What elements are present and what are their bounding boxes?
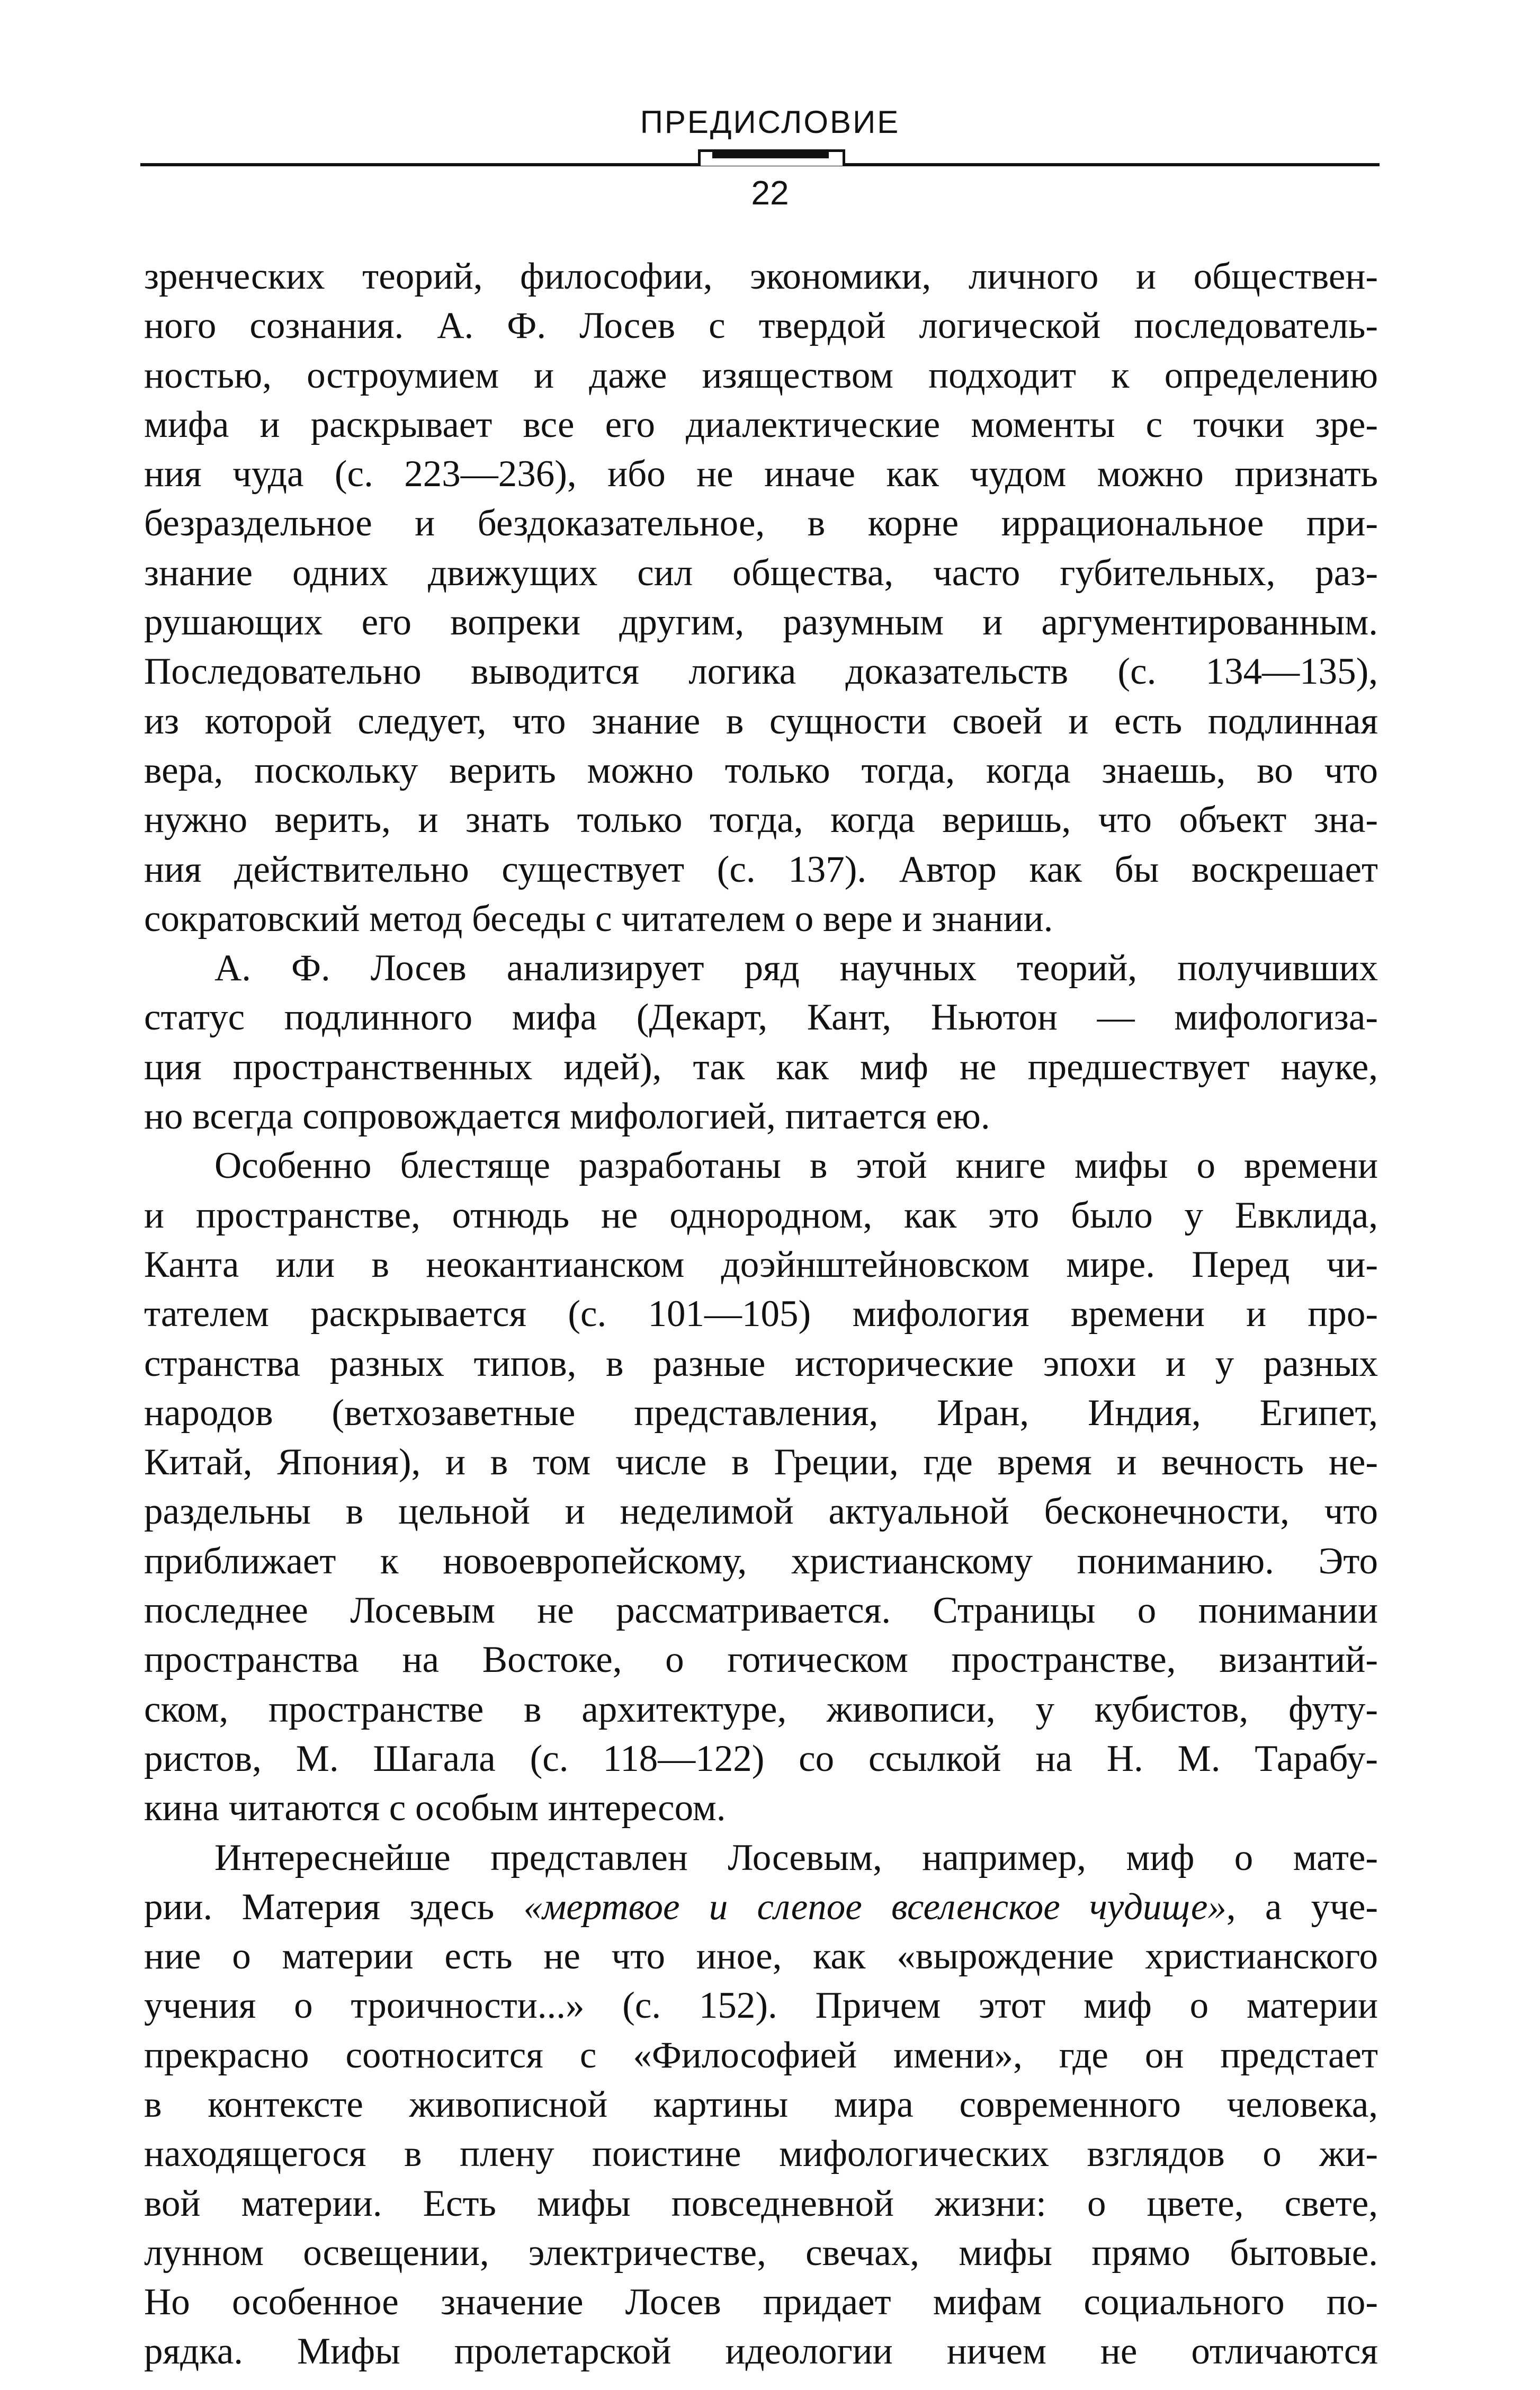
text-line: Канта или в неокантианском доэйнштейновском мире. Перед чи-	[144, 1243, 1378, 1285]
body-text	[144, 252, 1378, 2377]
text-line: находящегося в плену поистине мифологических взглядов о жи-	[144, 2133, 1378, 2175]
text-line: рядка. Мифы пролетарской идеологии ничем не отличаются	[144, 2331, 1378, 2373]
text-line: учения о троичности...» (с. 152). Причем этот миф о материи	[144, 1985, 1378, 2027]
text-line: из которой следует, что знание в сущности своей и есть подлинная	[144, 700, 1378, 742]
text-line-with-italic	[144, 1883, 1378, 1932]
text-line: зренческих теорий, философии, экономики, личного и обществен-	[144, 256, 1378, 297]
text-line: ция пространственных идей), так как миф не предшествует науке,	[144, 1046, 1378, 1088]
text-line: вой материи. Есть мифы повседневной жизни: о цвете, свете,	[144, 2182, 1378, 2224]
text-line: тателем раскрывается (с. 101—105) мифология времени и про-	[144, 1293, 1378, 1335]
paragraph-first-line: А. Ф. Лосев анализирует ряд научных теорий, получивших	[214, 947, 1378, 989]
text-line: народов (ветхозаветные представления, Иран, Индия, Египет,	[144, 1392, 1378, 1434]
text-line: Китай, Япония), и в том числе в Греции, где время и вечность не-	[144, 1442, 1378, 1483]
text-line: лунном освещении, электричестве, свечах, мифы прямо бытовые.	[144, 2232, 1378, 2273]
text-line: сократовский метод беседы с читателем о вере и знании.	[144, 898, 1053, 939]
text-line: но всегда сопровождается мифологией, питается ею.	[144, 1096, 990, 1138]
text-line: приближает к новоевропейскому, христианскому пониманию. Это	[144, 1540, 1378, 1582]
text-line: нужно верить, и знать только тогда, когда веришь, что объект зна-	[144, 799, 1378, 841]
text-line: ния чуда (с. 223—236), ибо не иначе как чудом можно признать	[144, 453, 1378, 495]
text-line: безраздельное и бездоказательное, в корне иррациональное при-	[144, 503, 1378, 544]
text-span: , а уче-	[1226, 1886, 1378, 1928]
text-line: последнее Лосевым не рассматривается. Страницы о понимании	[144, 1590, 1378, 1632]
text-line: Но особенное значение Лосев придает мифам социального по-	[144, 2281, 1378, 2323]
italic-quote: «мертвое и слепое вселенское чудище»	[523, 1886, 1226, 1928]
text-line: пространства на Востоке, о готическом пространстве, византий-	[144, 1639, 1378, 1681]
text-line: и пространстве, отнюдь не однородном, как это было у Евклида,	[144, 1194, 1378, 1236]
header-rule-tab-fill	[712, 151, 829, 158]
text-line: в контексте живописной картины мира современного человека,	[144, 2083, 1378, 2125]
text-line: ния действительно существует (с. 137). Автор как бы воскрешает	[144, 848, 1378, 890]
text-line: раздельны в цельной и неделимой актуальной бесконечности, что	[144, 1491, 1378, 1533]
text-line: ристов, М. Шагала (с. 118—122) со ссылкой на Н. М. Тарабу-	[144, 1738, 1378, 1779]
text-line: рушающих его вопреки другим, разумным и аргументированным.	[144, 602, 1378, 643]
text-line: ностью, остроумием и даже изяществом подходит к определению	[144, 354, 1378, 396]
text-line: знание одних движущих сил общества, часто губительных, раз-	[144, 552, 1378, 594]
text-line: ском, пространстве в архитектуре, живописи, у кубистов, футу-	[144, 1688, 1378, 1730]
text-line: ние о материи есть не что иное, как «вырождение христианского	[144, 1936, 1378, 1977]
text-line: Последовательно выводится логика доказательств (с. 134—135),	[144, 651, 1378, 693]
text-line: статус подлинного мифа (Декарт, Кант, Ньютон — мифологиза-	[144, 997, 1378, 1039]
running-title: ПРЕДИСЛОВИЕ	[640, 104, 900, 140]
text-line: ного сознания. А. Ф. Лосев с твердой логической последователь-	[144, 305, 1378, 347]
page-number: 22	[751, 174, 789, 212]
text-line: странства разных типов, в разные исторические эпохи и у разных	[144, 1342, 1378, 1384]
text-span: рии. Материя здесь	[144, 1886, 524, 1928]
text-line: вера, поскольку верить можно только тогда, когда знаешь, во что	[144, 749, 1378, 791]
paragraph-first-line: Особенно блестяще разработаны в этой книге мифы о времени	[214, 1145, 1378, 1187]
page-header	[0, 0, 1540, 249]
text-line: мифа и раскрывает все его диалектические моменты с точки зре-	[144, 404, 1378, 445]
text-line: прекрасно соотносится с «Философией имени», где он предстает	[144, 2034, 1378, 2076]
text-line: кина читаются с особым интересом.	[144, 1787, 726, 1829]
paragraph-first-line: Интереснейше представлен Лосевым, например, миф о мате-	[214, 1837, 1378, 1878]
